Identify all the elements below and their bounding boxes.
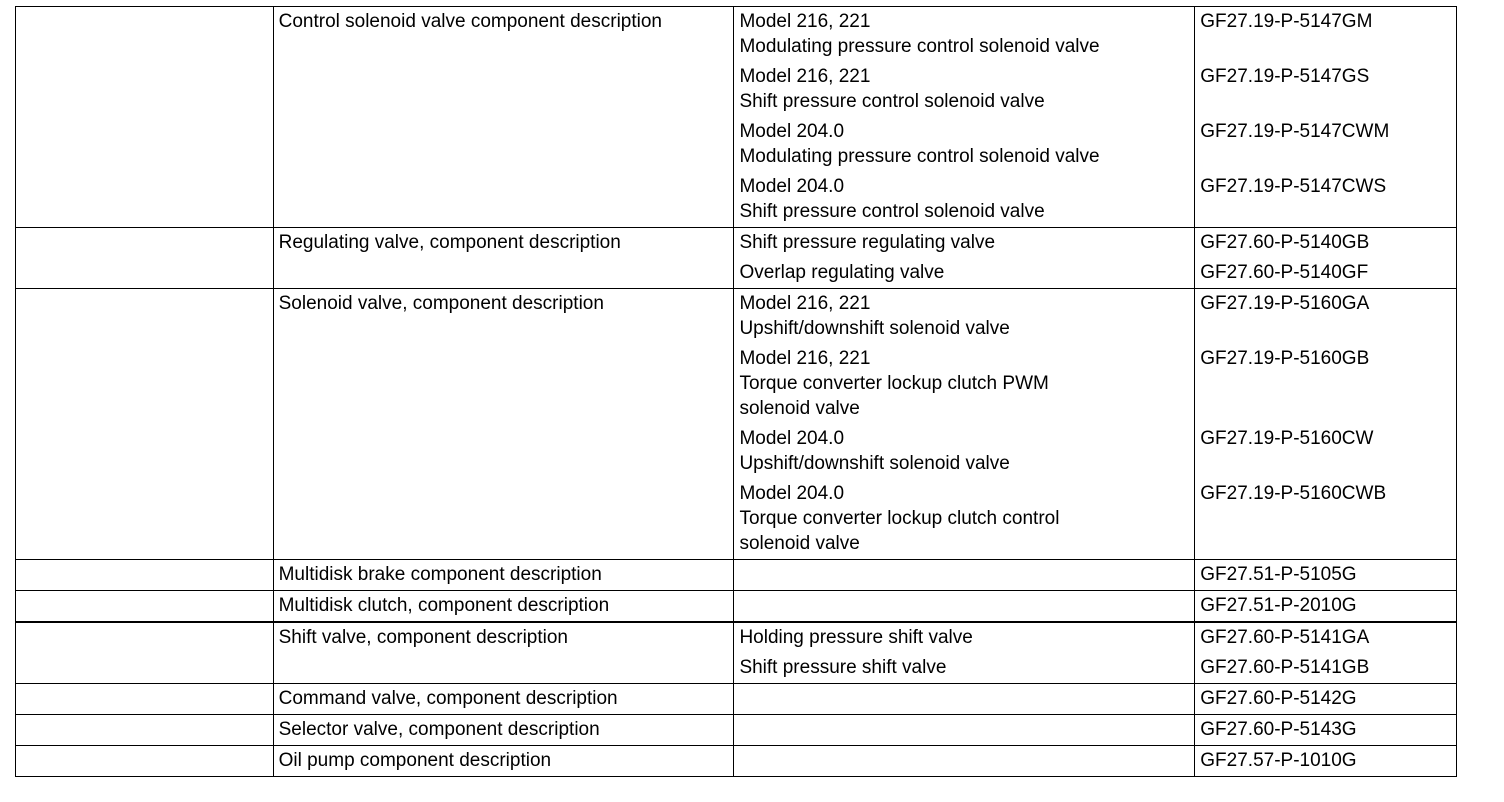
document-code-cell <box>1195 289 1457 560</box>
blank-cell <box>16 684 274 715</box>
document-code: GF27.60-P-5142G <box>1200 688 1357 709</box>
topic-cell <box>273 289 734 560</box>
document-code-cell <box>1195 228 1457 289</box>
description-cell <box>734 684 1195 715</box>
blank-cell <box>16 715 274 746</box>
document-code: GF27.19-P-5147CWS <box>1200 176 1387 197</box>
component-reference-table <box>15 6 1457 777</box>
table-row <box>16 228 1457 289</box>
table-row <box>16 7 1457 228</box>
description-line: Model 216, 221 <box>739 66 871 87</box>
document-code: GF27.51-P-5105G <box>1200 564 1357 585</box>
description-line: Model 204.0 <box>739 176 845 197</box>
description-line: Torque converter lockup clutch PWM <box>739 373 1049 394</box>
description-line: Holding pressure shift valve <box>739 627 973 648</box>
description-entry <box>739 655 1190 680</box>
topic-label: Solenoid valve, component description <box>278 293 604 314</box>
table-row <box>16 560 1457 591</box>
document-code-cell <box>1195 7 1457 228</box>
topic-cell <box>273 746 734 777</box>
description-entry <box>739 174 1190 224</box>
blank-cell <box>16 591 274 623</box>
description-entry <box>739 260 1190 285</box>
document-code: GF27.19-P-5147GM <box>1200 11 1373 32</box>
table-row <box>16 622 1457 684</box>
description-line: Overlap regulating valve <box>739 262 945 283</box>
document-code-cell <box>1195 715 1457 746</box>
description-line: Upshift/downshift solenoid valve <box>739 453 1010 474</box>
description-entry <box>739 230 1190 255</box>
blank-cell <box>16 746 274 777</box>
blank-cell <box>16 289 274 560</box>
document-code-cell <box>1195 684 1457 715</box>
table-row <box>16 715 1457 746</box>
table-row <box>16 289 1457 560</box>
topic-label: Oil pump component description <box>278 750 552 771</box>
document-code: GF27.19-P-5160GB <box>1200 348 1370 369</box>
description-entry <box>739 625 1190 650</box>
description-line: Model 216, 221 <box>739 293 871 314</box>
description-cell <box>734 715 1195 746</box>
topic-label: Shift valve, component description <box>278 627 568 648</box>
document-code-cell <box>1195 560 1457 591</box>
description-line: Model 216, 221 <box>739 11 871 32</box>
description-line: solenoid valve <box>739 398 860 419</box>
description-line: Model 204.0 <box>739 121 845 142</box>
document-code: GF27.19-P-5160CWB <box>1200 483 1387 504</box>
document-code: GF27.60-P-5141GB <box>1200 657 1370 678</box>
topic-label: Multidisk clutch, component description <box>278 595 610 616</box>
description-cell <box>734 7 1195 228</box>
topic-label: Control solenoid valve component description <box>278 11 662 32</box>
description-entry <box>739 64 1190 114</box>
document-code: GF27.60-P-5140GF <box>1200 262 1369 283</box>
topic-cell <box>273 591 734 623</box>
table-row <box>16 746 1457 777</box>
description-line: Torque converter lockup clutch control <box>739 508 1060 529</box>
description-line: Shift pressure control solenoid valve <box>739 91 1045 112</box>
document-code: GF27.60-P-5141GA <box>1200 627 1370 648</box>
topic-label: Multidisk brake component description <box>278 564 602 585</box>
description-cell <box>734 746 1195 777</box>
description-line: Shift pressure control solenoid valve <box>739 201 1045 222</box>
description-line: Shift pressure regulating valve <box>739 232 996 253</box>
description-entry <box>739 119 1190 169</box>
blank-cell <box>16 560 274 591</box>
description-cell <box>734 289 1195 560</box>
document-code: GF27.57-P-1010G <box>1200 750 1357 771</box>
blank-cell <box>16 228 274 289</box>
description-line: Model 204.0 <box>739 428 845 449</box>
topic-cell <box>273 560 734 591</box>
document-code-cell <box>1195 591 1457 623</box>
document-code-cell <box>1195 622 1457 684</box>
description-line: Modulating pressure control solenoid valve <box>739 146 1100 167</box>
description-line: solenoid valve <box>739 533 860 554</box>
topic-label: Regulating valve, component description <box>278 232 621 253</box>
document-code-cell <box>1195 746 1457 777</box>
description-entry <box>739 346 1190 421</box>
topic-cell <box>273 228 734 289</box>
description-entry <box>739 291 1190 341</box>
document-code: GF27.19-P-5160GA <box>1200 293 1370 314</box>
description-entry <box>739 426 1190 476</box>
description-line: Shift pressure shift valve <box>739 657 947 678</box>
description-cell <box>734 560 1195 591</box>
description-line: Model 216, 221 <box>739 348 871 369</box>
table-body <box>16 7 1457 777</box>
document-code: GF27.19-P-5147CWM <box>1200 121 1390 142</box>
topic-cell <box>273 715 734 746</box>
blank-cell <box>16 622 274 684</box>
description-entry <box>739 9 1190 59</box>
description-cell <box>734 228 1195 289</box>
description-cell <box>734 591 1195 623</box>
topic-label: Selector valve, component description <box>278 719 600 740</box>
topic-cell <box>273 7 734 228</box>
table-row <box>16 684 1457 715</box>
description-line: Modulating pressure control solenoid valve <box>739 36 1100 57</box>
topic-cell <box>273 684 734 715</box>
table-row <box>16 591 1457 623</box>
topic-label: Command valve, component description <box>278 688 618 709</box>
topic-cell <box>273 622 734 684</box>
document-code: GF27.60-P-5143G <box>1200 719 1357 740</box>
document-code: GF27.19-P-5147GS <box>1200 66 1370 87</box>
description-line: Upshift/downshift solenoid valve <box>739 318 1010 339</box>
description-cell <box>734 622 1195 684</box>
description-line: Model 204.0 <box>739 483 845 504</box>
document-code: GF27.51-P-2010G <box>1200 595 1357 616</box>
document-code: GF27.19-P-5160CW <box>1200 428 1374 449</box>
blank-cell <box>16 7 274 228</box>
description-entry <box>739 481 1190 556</box>
document-code: GF27.60-P-5140GB <box>1200 232 1370 253</box>
